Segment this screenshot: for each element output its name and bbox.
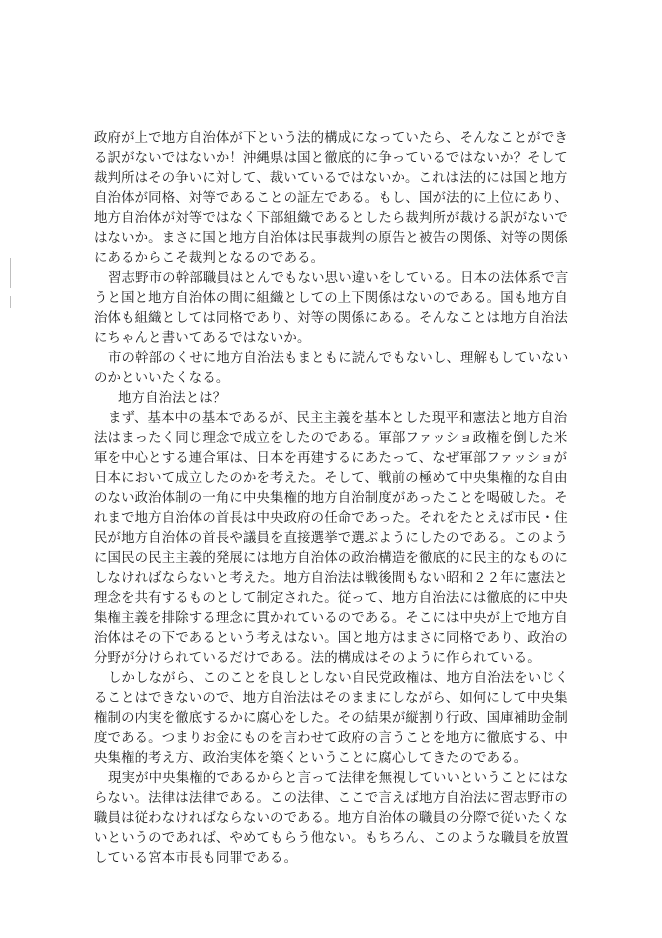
text-line: 職員は従わなければならないのである。地方自治体の職員の分際で従いたくな: [94, 811, 568, 826]
text-line: にあるからこそ裁判となるのである。: [94, 251, 325, 266]
text-line: らない。法律は法律である。この法律、ここで言えば地方自治法に習志野市の: [94, 791, 568, 806]
text-line: のかといいたくなる。: [94, 371, 230, 386]
text-line: うと国と地方自治体の間に組織としての上下関係はないのである。国も地方自: [94, 291, 568, 306]
text-line: 習志野市の幹部職員はとんでもない思い違いをしている。日本の法体系で言: [108, 271, 569, 286]
text-line: れまで地方自治体の首長は中央政府の任命であった。それをたとえば市民・住: [94, 511, 568, 526]
text-line: る訳がないではないか！沖縄県は国と徹底的に争っているではないか？そして: [94, 151, 568, 166]
text-line: のない政治体制の一角に中央集権的地方自治制度があったことを喝破した。そ: [94, 491, 568, 506]
text-line: いというのであれば、やめてもらう他ない。もちろん、このような職員を放置: [94, 831, 569, 846]
text-line: 権制の内実を徹底するかに腐心をした。その結果が縦割り行政、国庫補助金制: [94, 711, 568, 726]
text-line: しなければならないと考えた。地方自治法は戦後間もない昭和２２年に憲法と: [94, 571, 568, 586]
text-line: まず、基本中の基本であるが、民主主義を基本とした現平和憲法と地方自治: [108, 411, 568, 426]
text-line: 民が地方自治体の首長や議員を直接選挙で選ぶようにしたのである。このよう: [94, 531, 568, 546]
margin-mark: [10, 296, 11, 308]
text-line: 分野が分けられているだけである。法的構成はそのように作られている。: [94, 651, 541, 666]
text-line: に国民の民主主義的発展には地方自治体の政治構造を徹底的に民主的なものに: [94, 551, 568, 566]
text-line: 治体はその下であるという考えはない。国と地方はまさに同格であり、政治の: [94, 631, 568, 646]
text-line: 軍を中心とする連合軍は、日本を再建するにあたって、なぜ軍部ファッショが: [94, 451, 568, 466]
body-text: [94, 129, 584, 869]
text-line: にちゃんと書いてあるではないか。: [94, 331, 311, 346]
section-heading: 地方自治法とは？: [118, 391, 227, 406]
text-line: 市の幹部のくせに地方自治法もまともに読んでもないし、理解もしていない: [108, 351, 569, 366]
text-line: 自治体が同格、対等であることの証左である。もし、国が法的に上位にあり、: [94, 191, 568, 206]
text-line: 政府が上で地方自治体が下という法的構成になっていたら、そんなことができ: [94, 131, 568, 146]
text-line: している宮本市長も同罪である。: [94, 851, 298, 866]
text-line: はないか。まさに国と地方自治体は民事裁判の原告と被告の関係、対等の関係: [94, 231, 568, 246]
text-line: 法はまったく同じ理念で成立をしたのである。軍部ファッショ政権を倒した米: [94, 431, 568, 446]
margin-mark: [10, 258, 11, 288]
text-line: 集権主義を排除する理念に貫かれているのである。そこには中央が上で地方自: [94, 611, 568, 626]
text-line: ることはできないので、地方自治法はそのままにしながら、如何にして中央集: [94, 691, 568, 706]
text-line: 地方自治体が対等ではなく下部組織であるとしたら裁判所が裁ける訳がないで: [94, 211, 568, 226]
text-line: 日本において成立したのかを考えた。そして、戦前の極めて中央集権的な自由: [94, 471, 568, 486]
text-line: 治体も組織としては同格であり、対等の関係にある。そんなことは地方自治法: [94, 311, 568, 326]
text-line: 央集権的考え方、政治実体を築くということに腐心してきたのである。: [94, 751, 528, 766]
text-line: 裁判所はその争いに対して、裁いているではないか。これは法的には国と地方: [94, 171, 568, 186]
text-line: しかしながら、このことを良しとしない自民党政権は、地方自治法をいじく: [108, 671, 569, 686]
text-line: 理念を共有するものとして制定された。従って、地方自治法には徹底的に中央: [94, 591, 568, 606]
text-line: 現実が中央集権的であるからと言って法律を無視していいということにはな: [108, 771, 569, 786]
text-line: 度である。つまりお金にものを言わせて政府の言うことを地方に徹底する、中: [94, 731, 568, 746]
